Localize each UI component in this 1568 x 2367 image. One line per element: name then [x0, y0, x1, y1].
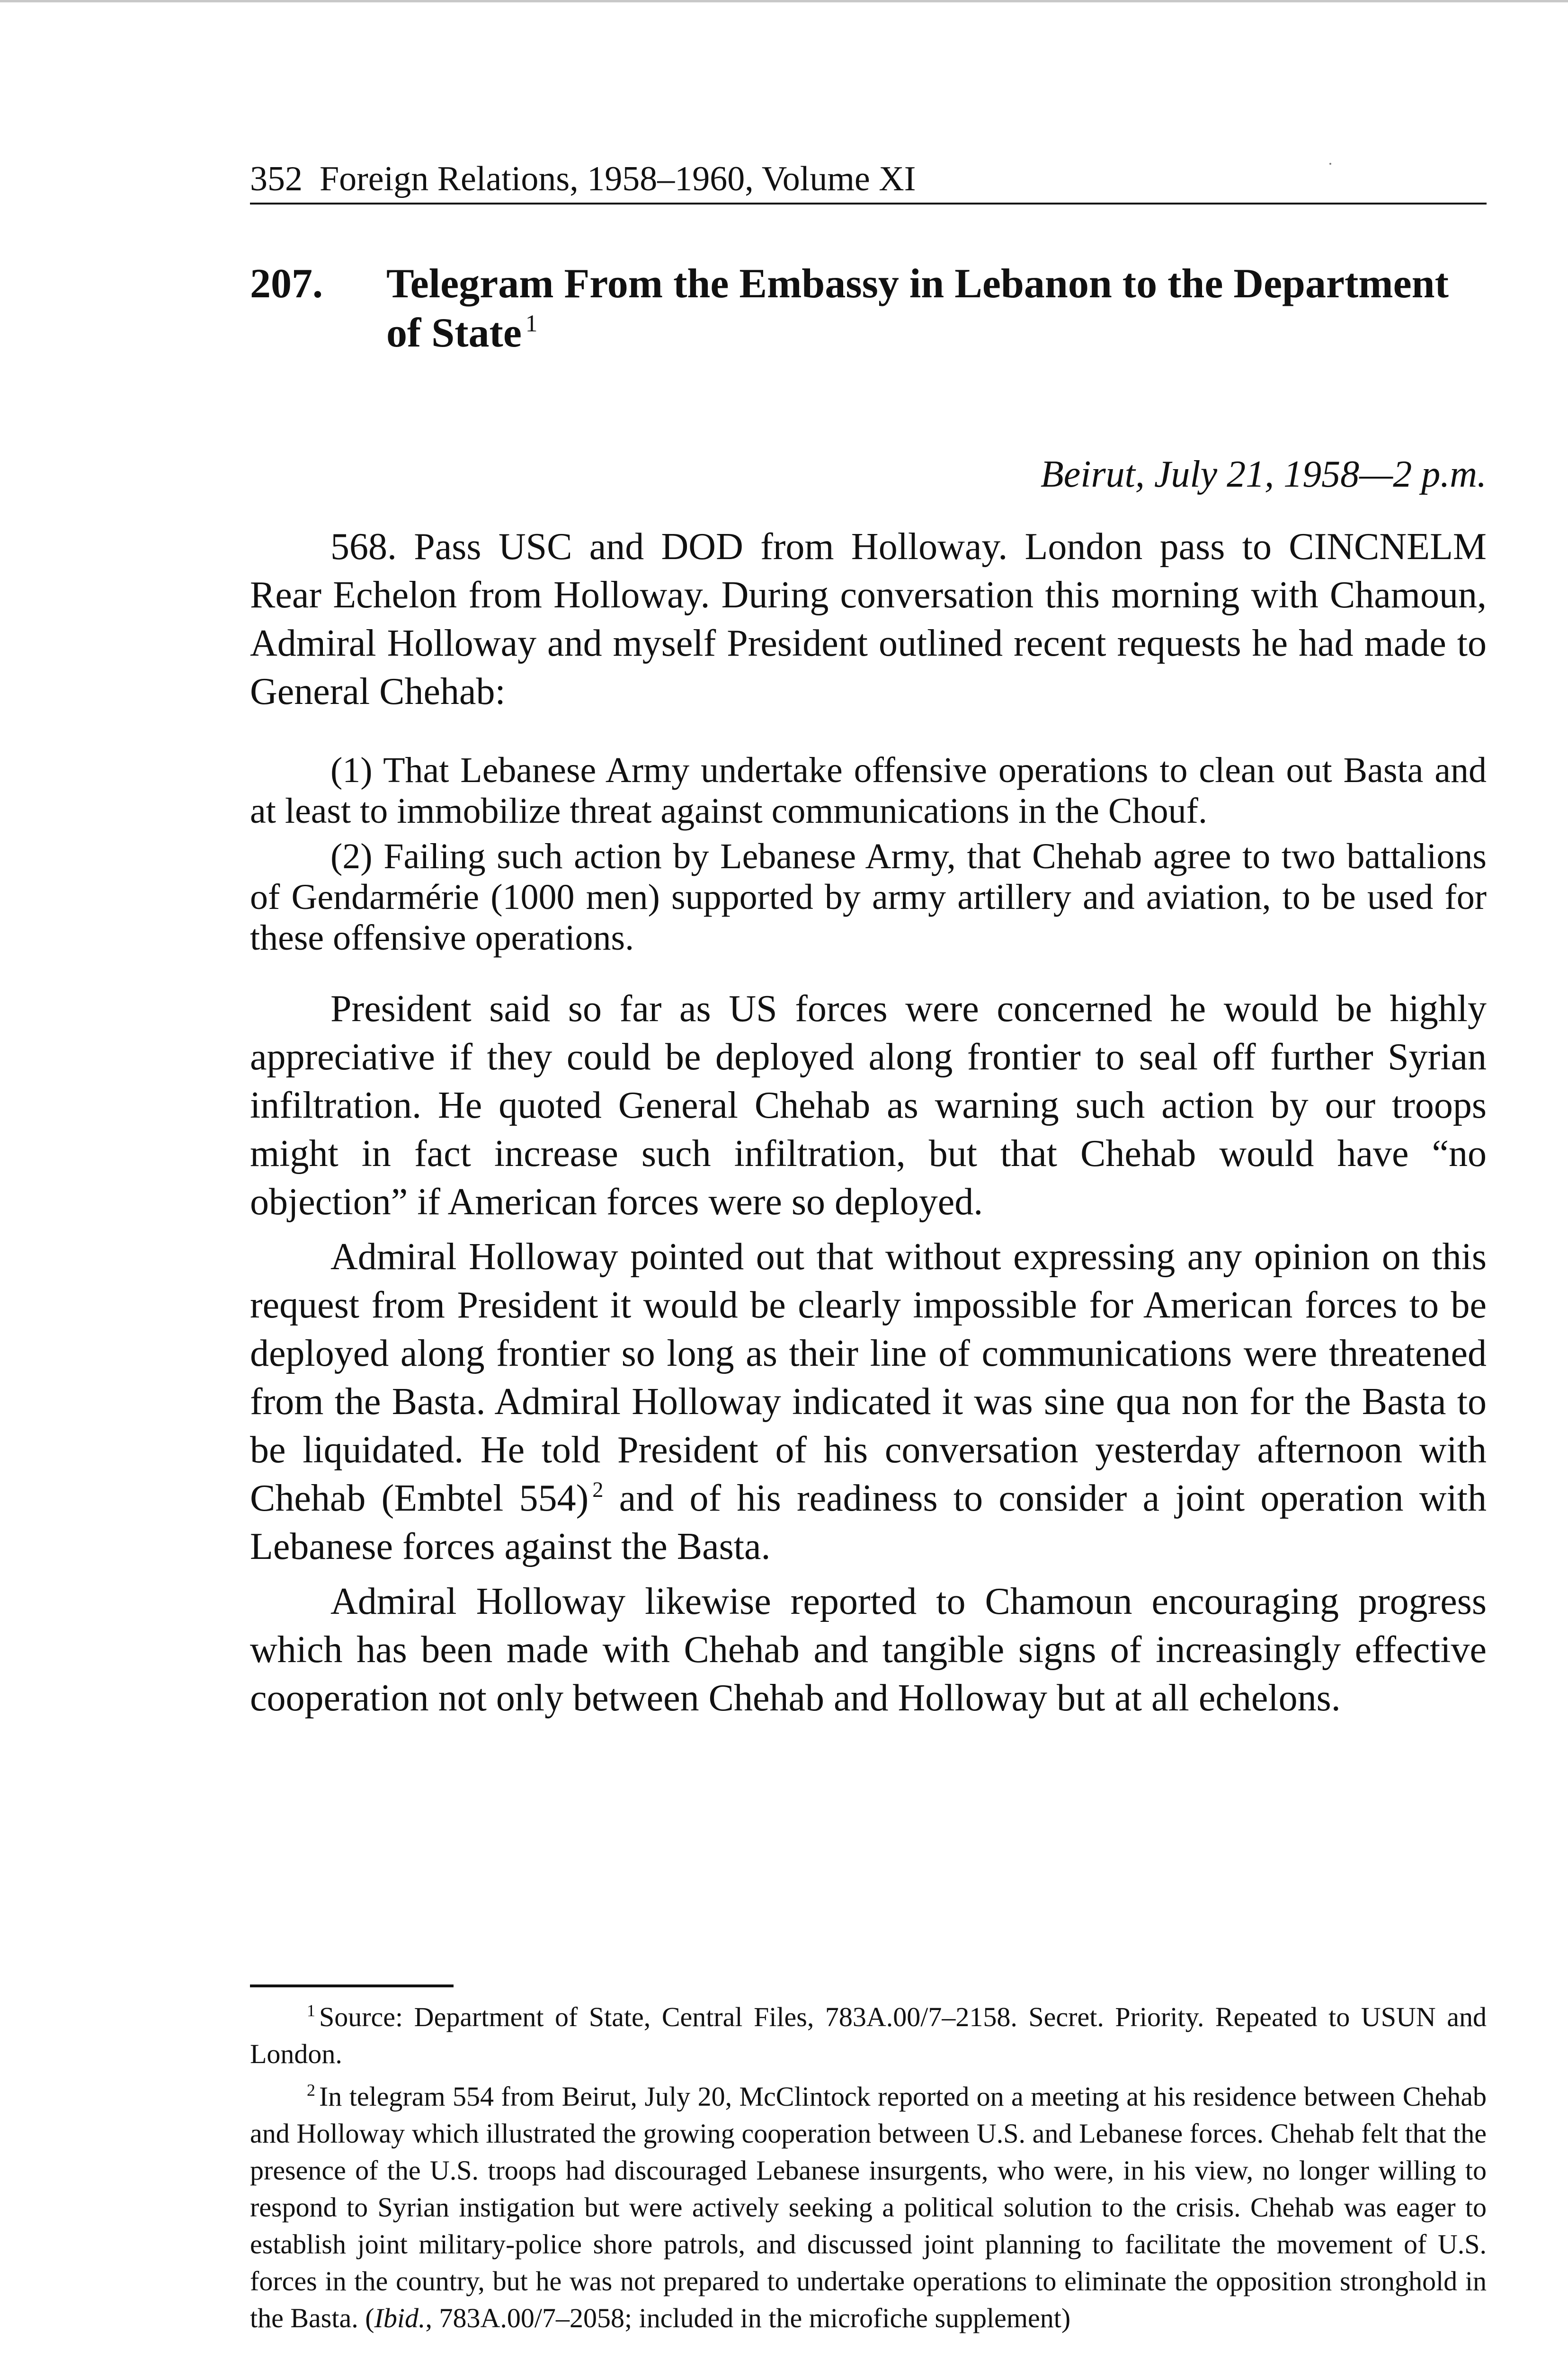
- document-number: 207.: [250, 261, 323, 307]
- body-paragraph-3: [250, 1233, 1487, 1571]
- footnote-2: [250, 2078, 1487, 2337]
- dateline: Beirut, July 21, 1958—2 p.m.: [1040, 454, 1487, 495]
- document-title-text: Telegram From the Embassy in Lebanon to the Department of State: [386, 261, 1449, 356]
- scan-speck: [1329, 163, 1331, 165]
- footnote-2-marker: 2: [307, 2081, 315, 2100]
- request-item-1: (1) That Lebanese Army undertake offensive operations to clean out Basta and at least to immobilize threat against communications in the Chouf.: [250, 750, 1487, 831]
- footnote-2-ibid: Ibid.: [374, 2303, 426, 2333]
- body-paragraph-3-tail: and of his readiness to consider a joint operation with Lebanese forces against the Basta.: [250, 1477, 1487, 1567]
- footnote-2-text-end: , 783A.00/7–2058; included in the microfiche supplement): [425, 2303, 1071, 2333]
- footnote-divider: [250, 1984, 454, 1987]
- body-paragraph-1: 568. Pass USC and DOD from Holloway. London pass to CINCNELM Rear Echelon from Holloway. During conversation this morning with Chamoun, Admiral Holloway and myself President outlined recent requests he had made to General Chehab:: [250, 526, 1487, 712]
- footnotes: [250, 1999, 1487, 2337]
- body-paragraph-3-text: Admiral Holloway pointed out that without expressing any opinion on this request from President it would be clearly impossible for American forces to be deployed along frontier so long as their line of communications were threatened from the Basta. Admiral Holloway indicated it was sine qua non for the Basta to be liquidated. He told President of his conversation yesterday afternoon with Chehab (Embtel 554): [250, 1236, 1487, 1519]
- request-item-2: (2) Failing such action by Lebanese Army, that Chehab agree to two battalions of Gendarmérie (1000 men) supported by army artillery and aviation, to be used for these offensive operations.: [250, 836, 1487, 958]
- footnote-1-text: Source: Department of State, Central Files, 783A.00/7–2158. Secret. Priority. Repeated to USUN and London.: [250, 2002, 1487, 2069]
- body-paragraph-4: Admiral Holloway likewise reported to Chamoun encouraging progress which has been made with Chehab and tangible signs of increasingly effective cooperation not only between Chehab and Holloway but at all echelons.: [250, 1581, 1487, 1719]
- running-head-title: Foreign Relations, 1958–1960, Volume XI: [320, 160, 916, 198]
- footnote-1: [250, 1999, 1487, 2073]
- document-title: [386, 259, 1487, 358]
- footnote-ref-2[interactable]: 2: [592, 1478, 604, 1503]
- scan-top-edge: [0, 0, 1568, 2]
- running-head: [250, 155, 1487, 205]
- footnote-ref-1[interactable]: 1: [525, 311, 538, 338]
- page-number: 352: [250, 160, 303, 198]
- footnote-1-marker: 1: [307, 2001, 315, 2020]
- document-heading: [250, 259, 1487, 358]
- telegram-body: [250, 523, 1487, 1722]
- numbered-requests: [250, 750, 1487, 958]
- footnote-2-text: In telegram 554 from Beirut, July 20, McClintock reported on a meeting at his residence between Chehab and Holloway which illustrated the growing cooperation between U.S. and Lebanese forces. Chehab felt that the presence of the U.S. troops had discouraged Lebanese insurgents, who were, in his view, no longer willing to respond to Syrian instigation but were actively seeking a political solution to the crisis. Chehab was eager to establish joint military-police shore patrols, and discussed joint planning to facilitate the movement of U.S. forces in the country, but he was not prepared to undertake operations to eliminate the opposition stronghold in the Basta. (: [250, 2081, 1487, 2333]
- body-paragraph-2: President said so far as US forces were concerned he would be highly appreciative if they could be deployed along frontier to seal off further Syrian infiltration. He quoted General Chehab as warning such action by our troops might in fact increase such infiltration, but that Chehab would have “no objection” if American forces were so deployed.: [250, 988, 1487, 1223]
